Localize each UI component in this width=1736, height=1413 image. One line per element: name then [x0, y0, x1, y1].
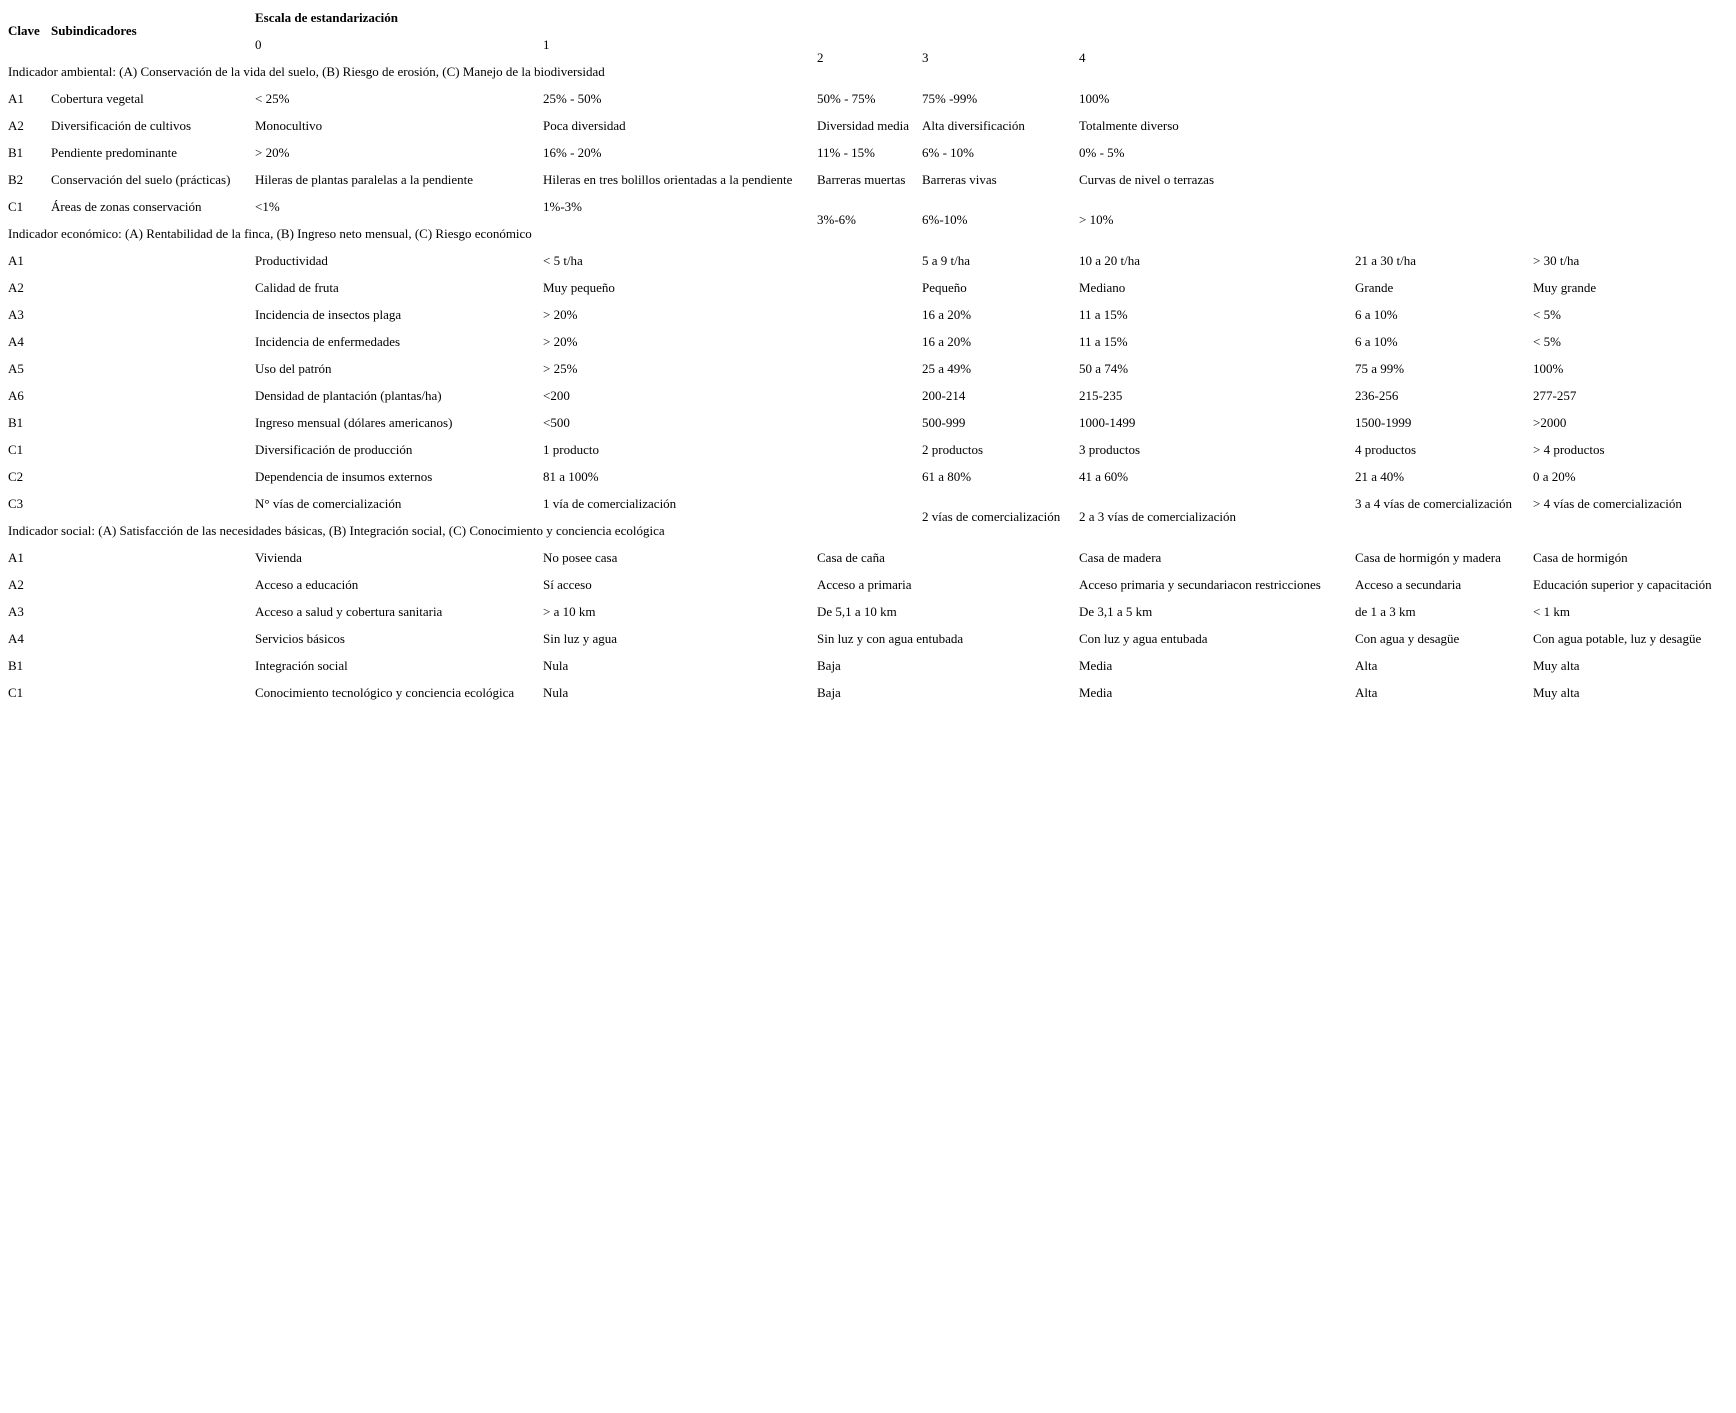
row-subindicador: Conocimiento tecnológico y conciencia ecológica [255, 685, 515, 700]
row-clave: A1 [8, 550, 24, 565]
cell: Acceso primaria y secundariacon restricciones [1079, 577, 1321, 592]
cell: 100% [1079, 91, 1110, 106]
row-clave: C1 [8, 442, 24, 457]
cell: Barreras vivas [922, 172, 997, 187]
cell: No posee casa [543, 550, 618, 565]
cell: 25 a 49% [922, 361, 972, 376]
cell: 1 producto [543, 442, 599, 457]
row-clave: B1 [8, 145, 24, 160]
cell: < 5% [1533, 307, 1561, 322]
row-subindicador: Dependencia de insumos externos [255, 469, 433, 484]
cell: 11 a 15% [1079, 307, 1128, 322]
cell: Media [1079, 658, 1113, 673]
row-clave: B1 [8, 415, 24, 430]
row-subindicador: Diversificación de producción [255, 442, 413, 457]
row-subindicador: Vivienda [255, 550, 302, 565]
cell: >2000 [1533, 415, 1567, 430]
cell: Curvas de nivel o terrazas [1079, 172, 1215, 187]
scale-0: 0 [255, 37, 262, 52]
row-subindicador: Diversificación de cultivos [51, 118, 192, 133]
row-clave: A5 [8, 361, 24, 376]
row-subindicador: Cobertura vegetal [51, 91, 144, 106]
cell: 2 a 3 vías de comercialización [1079, 509, 1237, 524]
cell: 6% - 10% [922, 145, 974, 160]
cell: 81 a 100% [543, 469, 599, 484]
cell: 1%-3% [543, 199, 582, 214]
header-escala: Escala de estandarización [255, 10, 398, 25]
row-subindicador: Ingreso mensual (dólares americanos) [255, 415, 453, 430]
cell: 3 a 4 vías de comercialización [1355, 496, 1513, 511]
cell: 75% -99% [922, 91, 978, 106]
cell: Muy alta [1533, 658, 1580, 673]
cell: < 5 t/ha [543, 253, 583, 268]
scale-2: 2 [817, 50, 824, 65]
row-clave: A3 [8, 307, 24, 322]
cell: 100% [1533, 361, 1564, 376]
row-subindicador: N° vías de comercialización [255, 496, 402, 511]
cell: Alta [1355, 685, 1378, 700]
cell: 0 a 20% [1533, 469, 1576, 484]
header-clave: Clave [8, 23, 40, 38]
cell: Muy pequeño [543, 280, 615, 295]
cell: <200 [543, 388, 570, 403]
cell: > 30 t/ha [1533, 253, 1580, 268]
row-clave: C1 [8, 685, 24, 700]
row-subindicador: Incidencia de insectos plaga [255, 307, 402, 322]
cell: 3%-6% [817, 212, 856, 227]
row-subindicador: Acceso a educación [255, 577, 359, 592]
cell: 1500-1999 [1355, 415, 1412, 430]
cell: < 5% [1533, 334, 1561, 349]
cell: 41 a 60% [1079, 469, 1129, 484]
cell: > 20% [543, 307, 578, 322]
cell: Con agua potable, luz y desagüe [1533, 631, 1702, 646]
row-subindicador: Acceso a salud y cobertura sanitaria [255, 604, 443, 619]
cell: < 1 km [1533, 604, 1570, 619]
cell: Casa de hormigón y madera [1355, 550, 1501, 565]
cell: Nula [543, 685, 569, 700]
row-clave: A2 [8, 577, 24, 592]
cell: 21 a 30 t/ha [1355, 253, 1417, 268]
cell: Alta diversificación [922, 118, 1025, 133]
cell: Pequeño [922, 280, 967, 295]
cell: 1000-1499 [1079, 415, 1136, 430]
section-title: Indicador económico: (A) Rentabilidad de la finca, (B) Ingreso neto mensual, (C) Riesgo económico [8, 226, 532, 241]
cell: Monocultivo [255, 118, 323, 133]
section-title: Indicador ambiental: (A) Conservación de la vida del suelo, (B) Riesgo de erosión, (C) Manejo de la biodiversidad [8, 64, 605, 79]
cell: 236-256 [1355, 388, 1399, 403]
cell: Nula [543, 658, 569, 673]
cell: Totalmente diverso [1079, 118, 1179, 133]
cell: > 20% [255, 145, 290, 160]
cell: 11 a 15% [1079, 334, 1128, 349]
cell: 6 a 10% [1355, 307, 1398, 322]
row-clave: B2 [8, 172, 24, 187]
cell: 200-214 [922, 388, 966, 403]
cell: 0% - 5% [1079, 145, 1125, 160]
cell: < 25% [255, 91, 290, 106]
cell: 11% - 15% [817, 145, 876, 160]
cell: <1% [255, 199, 280, 214]
cell: 5 a 9 t/ha [922, 253, 971, 268]
row-subindicador: Incidencia de enfermedades [255, 334, 401, 349]
cell: 277-257 [1533, 388, 1577, 403]
row-clave: A6 [8, 388, 24, 403]
cell: Casa de hormigón [1533, 550, 1628, 565]
cell: 6 a 10% [1355, 334, 1398, 349]
scale-1: 1 [543, 37, 550, 52]
cell: de 1 a 3 km [1355, 604, 1416, 619]
row-subindicador: Servicios básicos [255, 631, 345, 646]
row-clave: A1 [8, 253, 24, 268]
row-clave: A1 [8, 91, 24, 106]
cell: > a 10 km [543, 604, 596, 619]
scale-4: 4 [1079, 50, 1086, 65]
cell: 3 productos [1079, 442, 1141, 457]
cell: De 5,1 a 10 km [817, 604, 897, 619]
cell: Baja [817, 658, 841, 673]
row-subindicador: Densidad de plantación (plantas/ha) [255, 388, 442, 403]
cell: Baja [817, 685, 841, 700]
cell: Con agua y desagüe [1355, 631, 1460, 646]
cell: Media [1079, 685, 1113, 700]
scale-3: 3 [922, 50, 929, 65]
cell: Casa de madera [1079, 550, 1162, 565]
row-subindicador: Uso del patrón [255, 361, 332, 376]
cell: Hileras de plantas paralelas a la pendiente [255, 172, 474, 187]
cell: Acceso a secundaria [1355, 577, 1462, 592]
cell: > 20% [543, 334, 578, 349]
cell: Mediano [1079, 280, 1126, 295]
row-subindicador: Conservación del suelo (prácticas) [51, 172, 231, 187]
cell: 215-235 [1079, 388, 1123, 403]
cell: Acceso a primaria [817, 577, 912, 592]
cell: 2 productos [922, 442, 984, 457]
cell: Poca diversidad [543, 118, 626, 133]
row-clave: C1 [8, 199, 24, 214]
cell: Alta [1355, 658, 1378, 673]
row-subindicador: Áreas de zonas conservación [51, 199, 202, 214]
cell: 21 a 40% [1355, 469, 1405, 484]
cell: Casa de caña [817, 550, 885, 565]
row-clave: B1 [8, 658, 24, 673]
cell: 25% - 50% [543, 91, 602, 106]
cell: <500 [543, 415, 570, 430]
cell: Muy alta [1533, 685, 1580, 700]
cell: 2 vías de comercialización [922, 509, 1061, 524]
cell: Con luz y agua entubada [1079, 631, 1208, 646]
cell: 61 a 80% [922, 469, 972, 484]
cell: 10 a 20 t/ha [1079, 253, 1141, 268]
row-clave: A4 [8, 334, 24, 349]
row-clave: C3 [8, 496, 24, 511]
row-subindicador: Productividad [255, 253, 328, 268]
cell: 75 a 99% [1355, 361, 1405, 376]
cell: Sin luz y agua [543, 631, 618, 646]
cell: Muy grande [1533, 280, 1597, 295]
cell: Grande [1355, 280, 1394, 295]
cell: 16% - 20% [543, 145, 602, 160]
row-subindicador: Integración social [255, 658, 348, 673]
row-clave: C2 [8, 469, 24, 484]
cell: > 10% [1079, 212, 1114, 227]
section-title: Indicador social: (A) Satisfacción de las necesidades básicas, (B) Integración social, (C) Conocimiento y conciencia ecológica [8, 523, 665, 538]
cell: Sin luz y con agua entubada [817, 631, 964, 646]
cell: Barreras muertas [817, 172, 906, 187]
cell: 6%-10% [922, 212, 968, 227]
cell: 16 a 20% [922, 334, 972, 349]
row-clave: A2 [8, 280, 24, 295]
cell: 500-999 [922, 415, 966, 430]
cell: 50 a 74% [1079, 361, 1129, 376]
cell: Diversidad media [817, 118, 910, 133]
row-clave: A2 [8, 118, 24, 133]
cell: > 25% [543, 361, 578, 376]
row-clave: A4 [8, 631, 24, 646]
cell: 1 vía de comercialización [543, 496, 677, 511]
cell: > 4 vías de comercialización [1533, 496, 1682, 511]
cell: 50% - 75% [817, 91, 876, 106]
cell: De 3,1 a 5 km [1079, 604, 1153, 619]
row-subindicador: Calidad de fruta [255, 280, 339, 295]
row-clave: A3 [8, 604, 24, 619]
cell: Hileras en tres bolillos orientadas a la pendiente [543, 172, 793, 187]
cell: > 4 productos [1533, 442, 1605, 457]
row-subindicador: Pendiente predominante [51, 145, 177, 160]
header-subindicadores: Subindicadores [51, 23, 137, 38]
cell: Sí acceso [543, 577, 592, 592]
cell: 4 productos [1355, 442, 1417, 457]
cell: 16 a 20% [922, 307, 972, 322]
cell: Educación superior y capacitación [1533, 577, 1712, 592]
